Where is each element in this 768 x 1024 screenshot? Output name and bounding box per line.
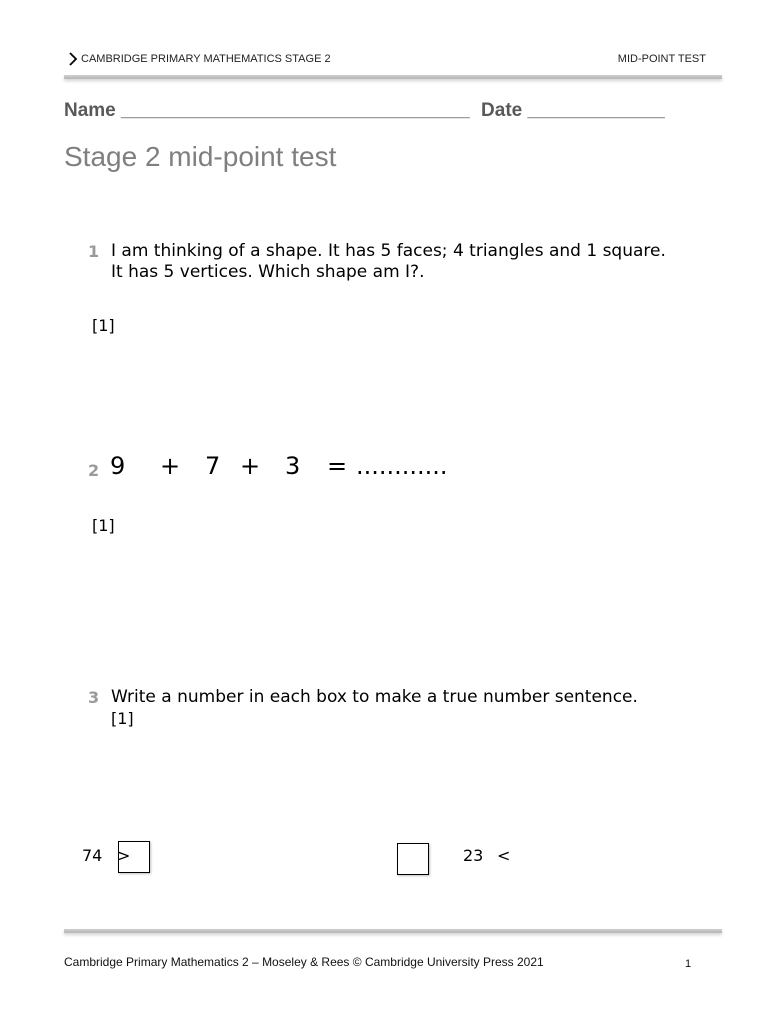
equation-term-7: 7 xyxy=(205,452,221,480)
sentence-b-symbol: < xyxy=(497,846,511,865)
chevron-right-icon xyxy=(68,52,78,66)
equation-term-3: 3 xyxy=(285,452,301,480)
page-number: 1 xyxy=(685,958,692,970)
question-3-number: 3 xyxy=(88,688,100,707)
sentence-a-number: 74 xyxy=(82,846,103,865)
header-left-title: CAMBRIDGE PRIMARY MATHEMATICS STAGE 2 xyxy=(81,53,331,65)
question-2-number: 2 xyxy=(88,461,100,480)
footer-credit: Cambridge Primary Mathematics 2 – Moseley & Rees © Cambridge University Press 2021 xyxy=(64,955,544,969)
header-divider xyxy=(64,75,722,79)
question-1-text-line-2: It has 5 vertices. Which shape am I?. xyxy=(111,262,425,282)
sentence-a-symbol: > xyxy=(117,846,131,865)
name-label: Name xyxy=(64,100,116,121)
page-title: Stage 2 mid-point test xyxy=(64,141,337,172)
date-blank: _____________ xyxy=(527,100,665,121)
question-1-mark: [1] xyxy=(92,316,115,335)
name-blank: _________________________________ xyxy=(121,100,470,121)
question-2-equation xyxy=(110,452,490,482)
equation-answer-blank[interactable]: ............ xyxy=(356,452,448,480)
equation-equals: = xyxy=(327,452,348,480)
sentence-b-number: 23 xyxy=(463,846,484,865)
footer-divider xyxy=(64,929,722,933)
question-1-text-line-1: I am thinking of a shape. It has 5 faces; 4 triangles and 1 square. xyxy=(111,241,666,261)
question-3-text: Write a number in each box to make a true number sentence. xyxy=(111,687,638,707)
name-date-row xyxy=(64,100,665,122)
question-1-number: 1 xyxy=(88,242,100,261)
question-2-mark: [1] xyxy=(92,516,115,535)
page-header xyxy=(64,50,722,70)
equation-plus-2: + xyxy=(240,452,261,480)
date-label: Date xyxy=(481,100,523,121)
sentence-b-answer-box[interactable] xyxy=(397,843,429,875)
header-right-title: MID-POINT TEST xyxy=(617,53,706,65)
question-3-mark: [1] xyxy=(111,709,134,728)
equation-term-9: 9 xyxy=(110,452,126,480)
equation-plus-1: + xyxy=(160,452,181,480)
